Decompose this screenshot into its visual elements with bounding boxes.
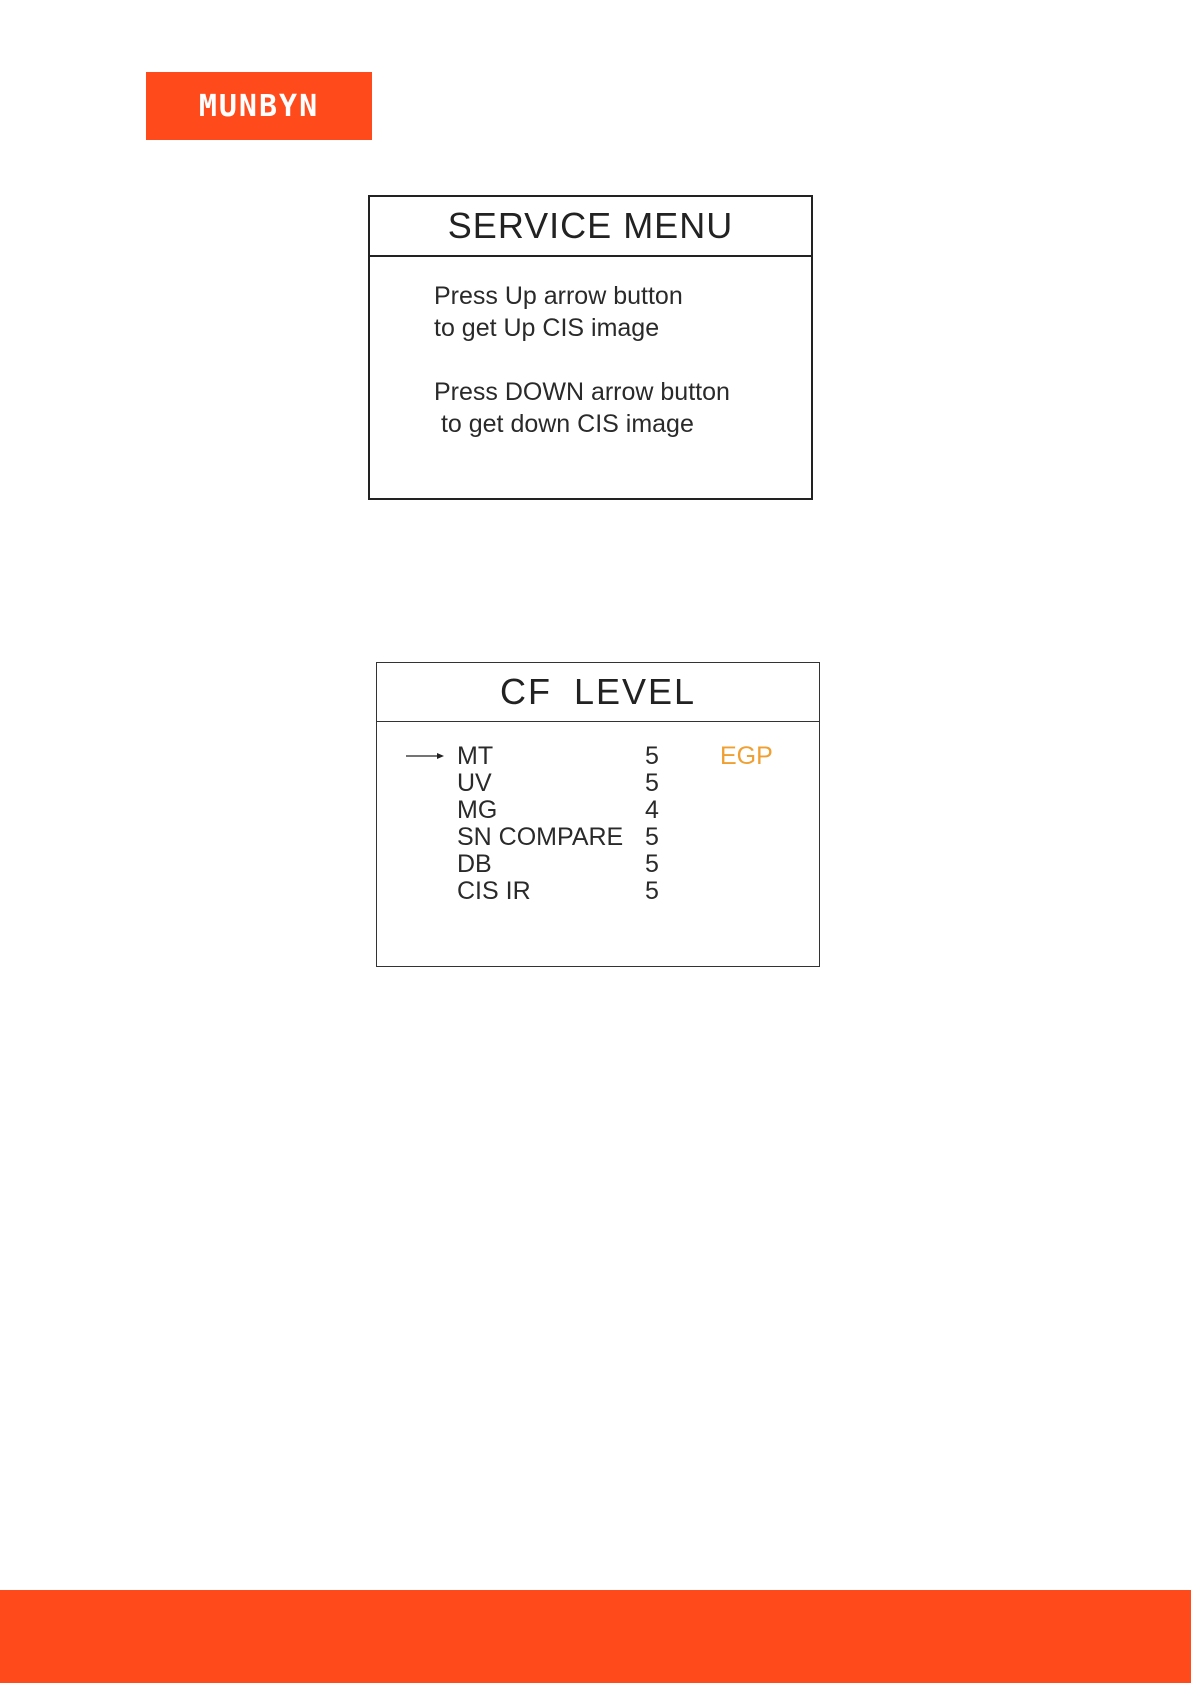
instruction-up <box>434 280 683 344</box>
cf-row-value: 5 <box>645 877 659 905</box>
footer-bar <box>0 1590 1191 1683</box>
cf-row-value: 5 <box>645 742 659 770</box>
cf-row-value: 5 <box>645 850 659 878</box>
cf-row-mg[interactable] <box>377 797 819 824</box>
cf-row-cis-ir[interactable] <box>377 878 819 905</box>
cf-row-name: DB <box>457 850 492 878</box>
cf-row-mt[interactable] <box>377 743 819 770</box>
service-menu-panel <box>368 195 813 500</box>
cf-row-value: 5 <box>645 769 659 797</box>
service-menu-title: SERVICE MENU <box>370 197 811 257</box>
cf-row-name: MT <box>457 742 494 770</box>
instruction-down <box>434 376 730 440</box>
cf-row-name: MG <box>457 796 498 824</box>
cf-row-name: SN COMPARE <box>457 823 624 851</box>
cf-row-name: UV <box>457 769 492 797</box>
cf-row-tag: EGP <box>720 742 773 770</box>
cf-row-value: 5 <box>645 823 659 851</box>
cf-row-sn-compare[interactable] <box>377 824 819 851</box>
cf-row-name: CIS IR <box>457 877 531 905</box>
logo-text: MUNBYN <box>198 88 320 124</box>
cf-row-uv[interactable] <box>377 770 819 797</box>
instruction-down-line1: Press DOWN arrow button <box>434 378 730 406</box>
cf-row-db[interactable] <box>377 851 819 878</box>
munbyn-logo <box>146 72 372 140</box>
cf-row-value: 4 <box>645 796 659 824</box>
instruction-up-line1: Press Up arrow button <box>434 282 683 310</box>
instruction-down-line2: to get down CIS image <box>434 410 694 438</box>
cf-level-title: CF LEVEL <box>377 663 819 722</box>
instruction-up-line2: to get Up CIS image <box>434 314 660 342</box>
right-arrow-icon <box>406 751 444 761</box>
cf-level-panel <box>376 662 820 967</box>
